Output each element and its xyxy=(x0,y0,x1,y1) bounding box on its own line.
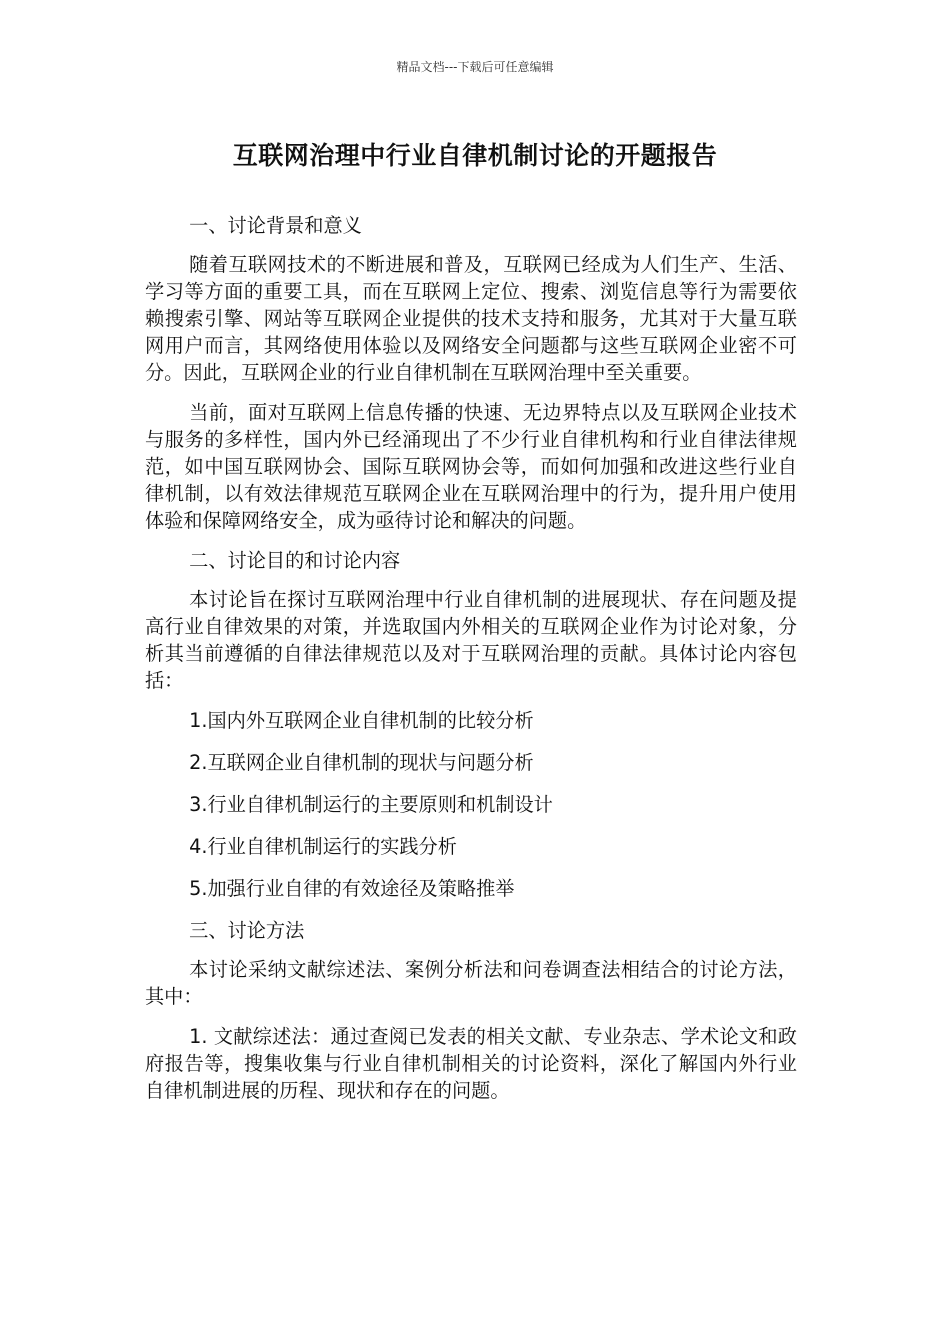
paragraph-purpose: 本讨论旨在探讨互联网治理中行业自律机制的进展现状、存在问题及提高行业自律效果的对策，并选取国内外相关的互联网企业作为讨论对象，分析其当前遵循的自律法律规范以及对于互联网治理的贡献。具体讨论内容包括： xyxy=(145,588,797,692)
document-body xyxy=(145,212,797,1117)
section-heading-background: 一、讨论背景和意义 xyxy=(189,214,362,237)
list-item: 4.行业自律机制运行的实践分析 xyxy=(189,835,457,858)
section-heading-purpose: 二、讨论目的和讨论内容 xyxy=(189,549,401,572)
paragraph-methods-intro: 本讨论采纳文献综述法、案例分析法和问卷调查法相结合的讨论方法，其中： xyxy=(145,958,797,1008)
paragraph-methods-literature: 1. 文献综述法：通过查阅已发表的相关文献、专业杂志、学术论文和政府报告等，搜集收集与行业自律机制相关的讨论资料，深化了解国内外行业自律机制进展的历程、现状和存在的问题。 xyxy=(145,1025,797,1102)
list-item: 2.互联网企业自律机制的现状与问题分析 xyxy=(189,751,534,774)
list-item: 1.国内外互联网企业自律机制的比较分析 xyxy=(189,709,534,732)
paragraph-background-2: 当前，面对互联网上信息传播的快速、无边界特点以及互联网企业技术与服务的多样性，国内外已经涌现出了不少行业自律机构和行业自律法律规范，如中国互联网协会、国际互联网协会等，而如何加强和改进这些行业自律机制，以有效法律规范互联网企业在互联网治理中的行为，提升用户使用体验和保障网络安全，成为亟待讨论和解决的问题。 xyxy=(145,401,797,532)
section-heading-methods: 三、讨论方法 xyxy=(189,919,305,942)
page-header: 精品文档---下载后可任意编辑 xyxy=(396,60,554,74)
list-item: 3.行业自律机制运行的主要原则和机制设计 xyxy=(189,793,553,816)
list-item: 5.加强行业自律的有效途径及策略推举 xyxy=(189,877,515,900)
paragraph-background-1: 随着互联网技术的不断进展和普及，互联网已经成为人们生产、生活、学习等方面的重要工具，而在互联网上定位、搜索、浏览信息等行为需要依赖搜索引擎、网站等互联网企业提供的技术支持和服务，尤其对于大量互联网用户而言，其网络使用体验以及网络安全问题都与这些互联网企业密不可分。因此，互联网企业的行业自律机制在互联网治理中至关重要。 xyxy=(145,253,797,384)
document-title: 互联网治理中行业自律机制讨论的开题报告 xyxy=(232,141,718,170)
